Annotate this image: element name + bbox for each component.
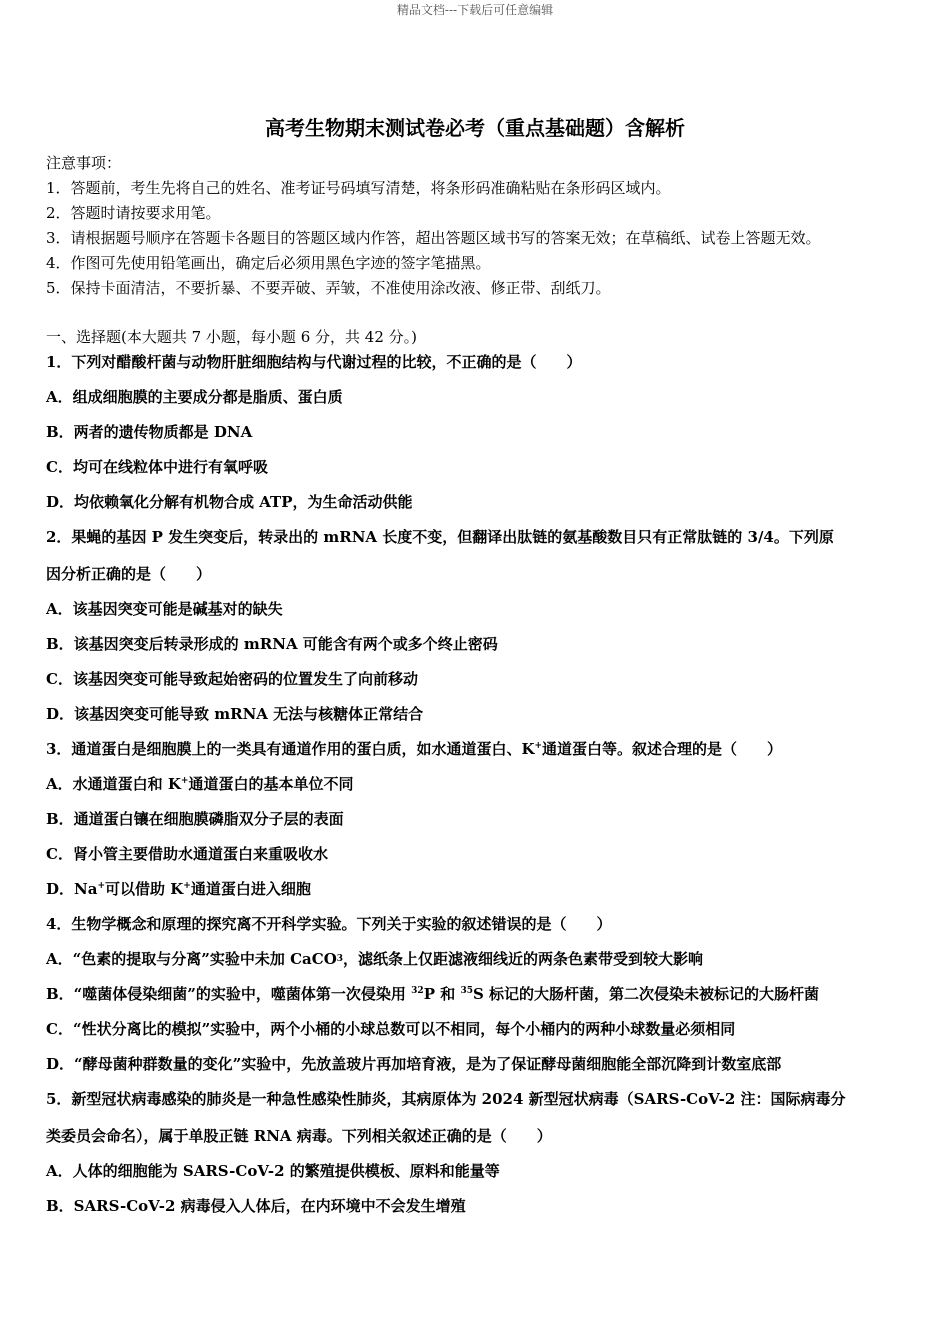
question-5-option-b: B．SARS-CoV-2 病毒侵入人体后，在内环境中不会发生增殖 [46,1197,466,1215]
question-1-stem: 1．下列对醋酸杆菌与动物肝脏细胞结构与代谢过程的比较，不正确的是（ ） [46,353,582,371]
notice-heading: 注意事项： [46,154,122,172]
question-2-option-d: D．该基因突变可能导致 mRNA 无法与核糖体正常结合 [46,705,424,723]
question-1-option-c: C．均可在线粒体中进行有氧呼吸 [46,458,268,476]
question-5-option-a: A．人体的细胞能为 SARS-CoV-2 的繁殖提供模板、原料和能量等 [46,1162,500,1180]
question-1-option-d: D．均依赖氧化分解有机物合成 ATP，为生命活动供能 [46,493,413,511]
question-3-option-b: B．通道蛋白镶在细胞膜磷脂双分子层的表面 [46,810,344,828]
question-4-option-c: C．“性状分离比的模拟”实验中，两个小桶的小球总数可以不相同，每个小桶内的两种小球数量必须相同 [46,1020,736,1038]
question-2-option-a: A．该基因突变可能是碱基对的缺失 [46,600,283,618]
notice-item-3: 3．请根据题号顺序在答题卡各题目的答题区域内作答，超出答题区域书写的答案无效；在草稿纸、试卷上答题无效。 [46,229,821,247]
question-2-option-c: C．该基因突变可能导致起始密码的位置发生了向前移动 [46,670,418,688]
question-4-option-a: A．“色素的提取与分离”实验中未加 CaCO3，滤纸条上仅距滤液细线近的两条色素带受到较大影响 [46,950,704,968]
question-3-stem: 3．通道蛋白是细胞膜上的一类具有通道作用的蛋白质，如水通道蛋白、K+通道蛋白等。叙述合理的是（ ） [46,740,783,758]
question-4-stem: 4．生物学概念和原理的探究离不开科学实验。下列关于实验的叙述错误的是（ ） [46,915,612,933]
question-3-option-c: C．肾小管主要借助水通道蛋白来重吸收水 [46,845,328,863]
question-1-option-b: B．两者的遗传物质都是 DNA [46,423,253,441]
question-2-stem-line-2: 因分析正确的是（ ） [46,565,212,583]
page-title: 高考生物期末测试卷必考（重点基础题）含解析 [265,116,685,140]
question-4-option-b: B．“噬菌体侵染细菌”的实验中，噬菌体第一次侵染用 $^{32}$P 和 $^{35}$S 标记的大肠杆菌，第二次侵染未被标记的大肠杆菌 [46,985,820,1003]
notice-item-2: 2．答题时请按要求用笔。 [46,204,221,222]
notice-item-4: 4．作图可先使用铅笔画出，确定后必须用黑色字迹的签字笔描黑。 [46,254,491,272]
question-2-stem-line-1: 2．果蝇的基因 P 发生突变后，转录出的 mRNA 长度不变，但翻译出肽链的氨基酸数目只有正常肽链的 3/4。下列原 [46,528,834,546]
section-heading: 一、选择题(本大题共 7 小题，每小题 6 分，共 42 分。) [46,328,417,346]
question-5-stem-line-1: 5．新型冠状病毒感染的肺炎是一种急性感染性肺炎，其病原体为 2024 新型冠状病毒（SARS-CoV-2 注：国际病毒分 [46,1090,846,1108]
question-3-option-d: D．Na+可以借助 K+通道蛋白进入细胞 [46,880,311,898]
question-1-option-a: A．组成细胞膜的主要成分都是脂质、蛋白质 [46,388,343,406]
question-3-option-a: A．水通道蛋白和 K+通道蛋白的基本单位不同 [46,775,354,793]
question-4-option-d: D．“酵母菌种群数量的变化”实验中，先放盖玻片再加培育液，是为了保证酵母菌细胞能全部沉降到计数室底部 [46,1055,782,1073]
question-5-stem-line-2: 类委员会命名），属于单股正链 RNA 病毒。下列相关叙述正确的是（ ） [46,1127,552,1145]
header-note: 精品文档---下载后可任意编辑 [396,3,554,17]
question-2-option-b: B．该基因突变后转录形成的 mRNA 可能含有两个或多个终止密码 [46,635,498,653]
notice-item-5: 5．保持卡面清洁，不要折暴、不要弄破、弄皱，不准使用涂改液、修正带、刮纸刀。 [46,279,611,297]
notice-item-1: 1．答题前，考生先将自己的姓名、准考证号码填写清楚，将条形码准确粘贴在条形码区域内。 [46,179,671,197]
